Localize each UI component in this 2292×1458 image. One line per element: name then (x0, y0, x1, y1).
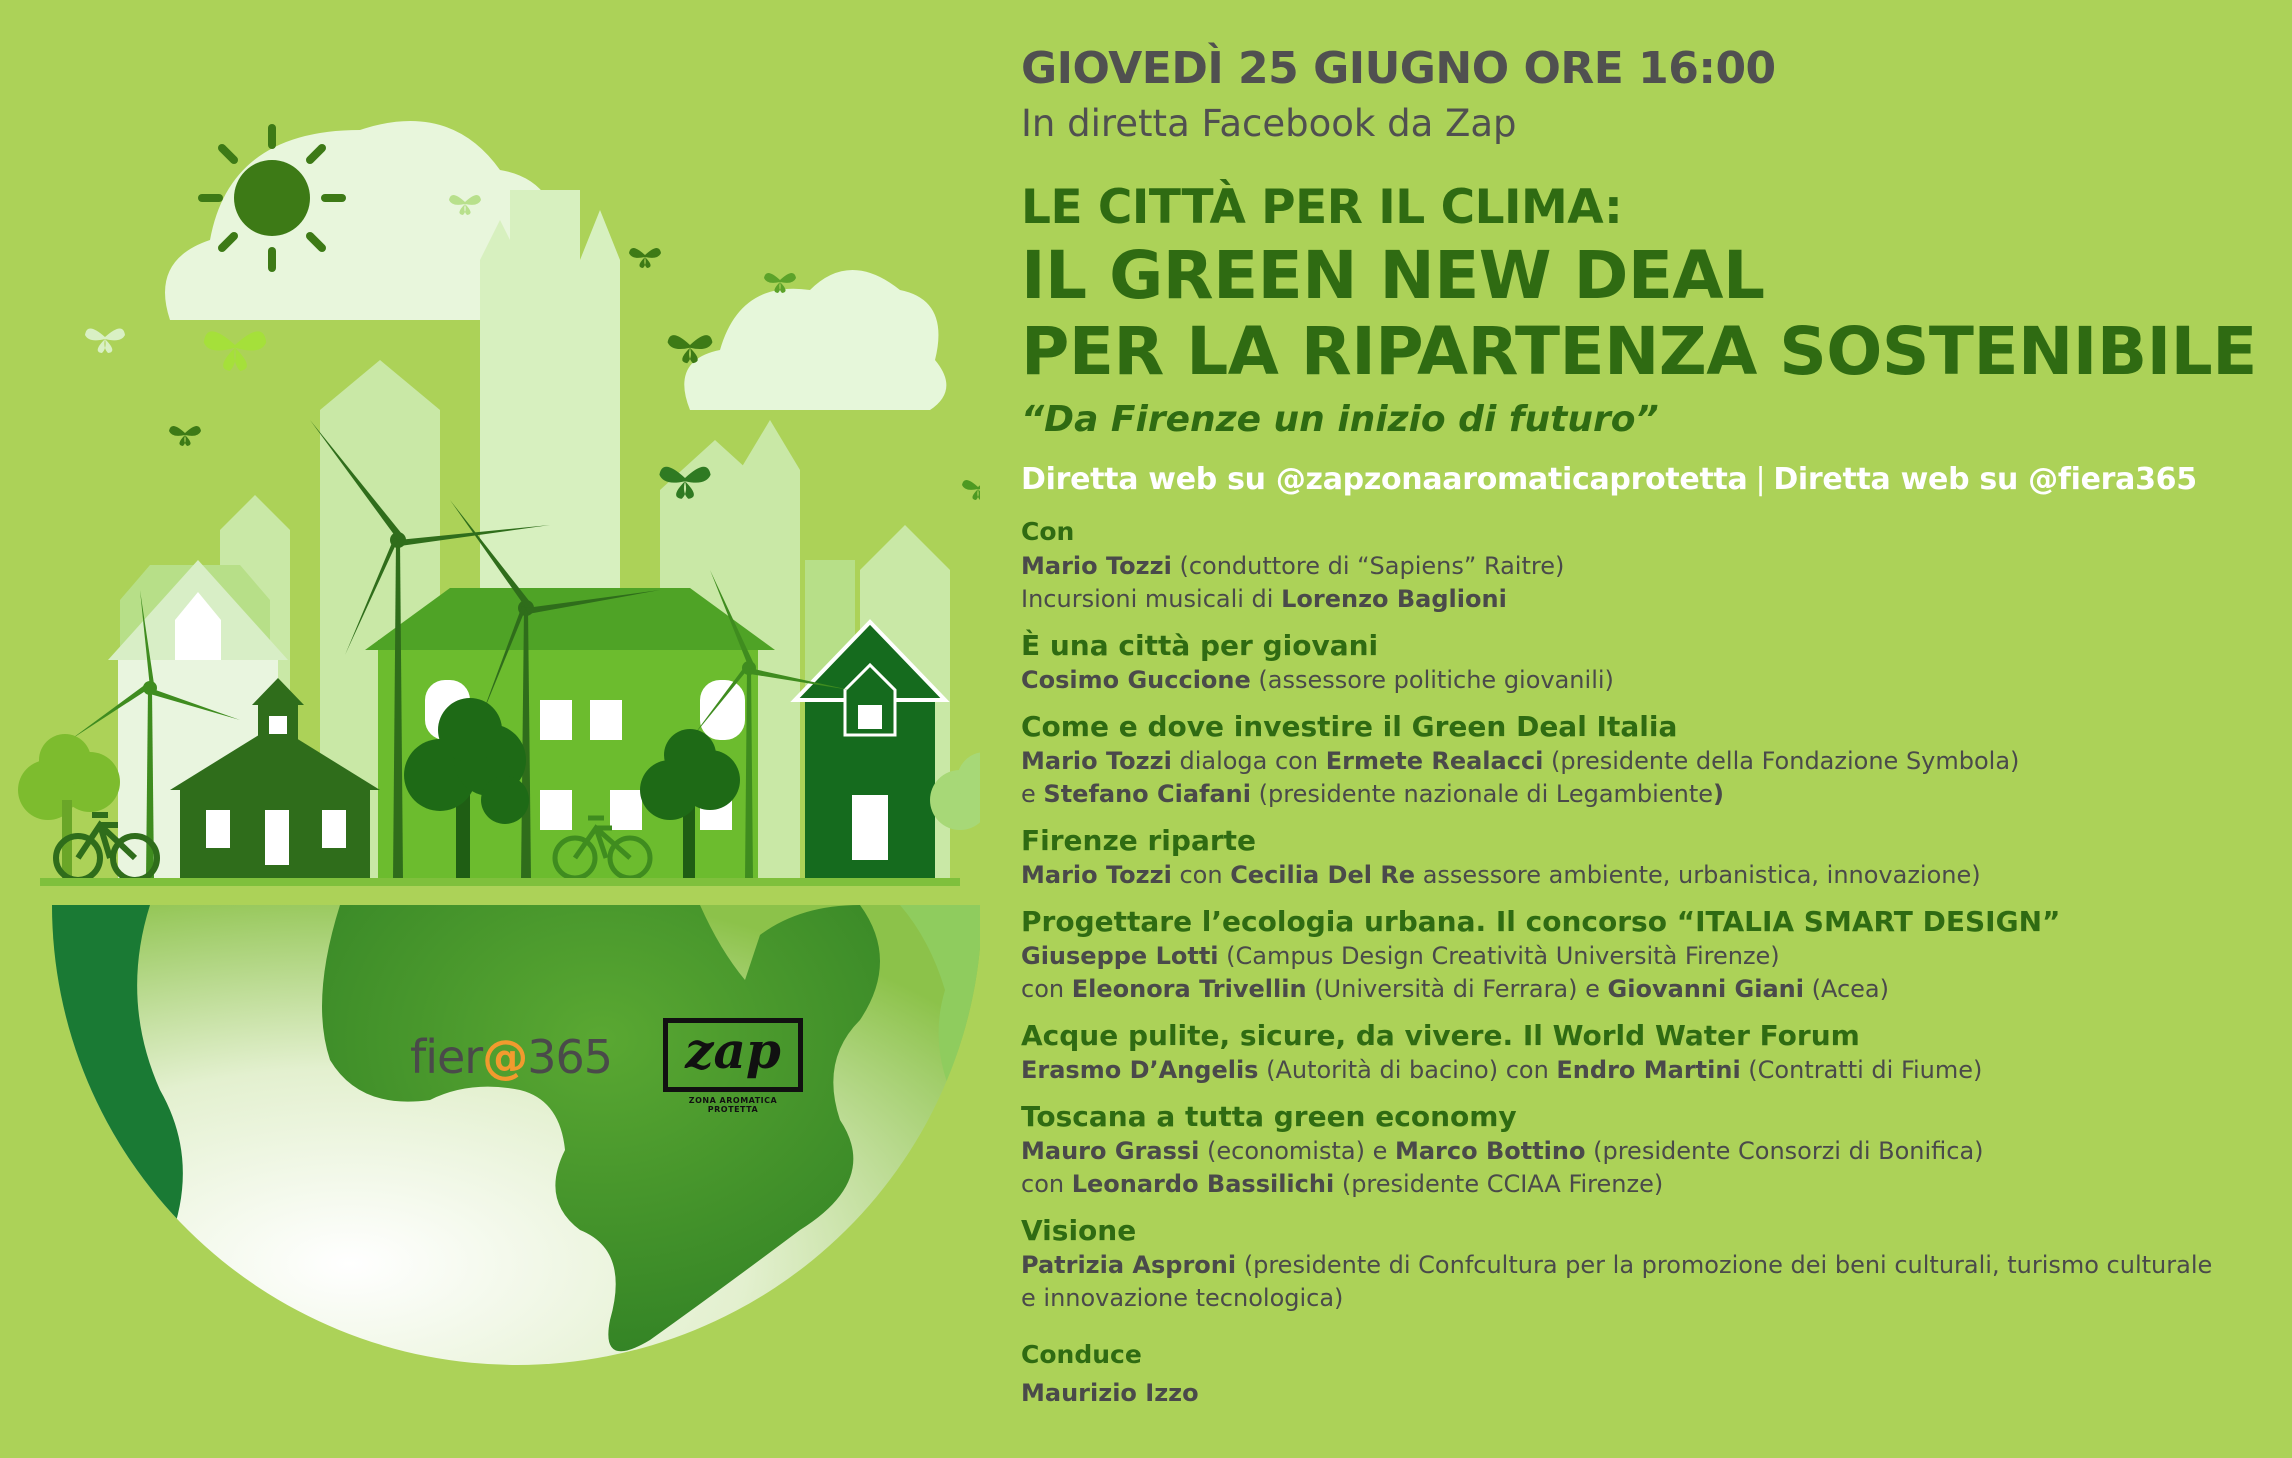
speaker-role: (Autorità di bacino) con (1258, 1056, 1557, 1084)
speaker-name: Mario Tozzi (1021, 552, 1172, 580)
session-heading: Come e dove investire il Green Deal Italia (1021, 710, 1678, 743)
speaker-name: Maurizio Izzo (1021, 1379, 1199, 1407)
web-separator: | (1755, 462, 1766, 497)
butterfly-icon (962, 480, 980, 500)
speaker-name: Leonardo Bassilichi (1071, 1170, 1335, 1198)
zap-logo-tagline: ZONA AROMATICA PROTETTA (688, 1096, 778, 1114)
speaker-role: (Campus Design Creatività Università Firenze) (1218, 942, 1780, 970)
butterfly-icon (85, 328, 125, 353)
event-title-line3: PER LA RIPARTENZA SOSTENIBILE (1021, 313, 2257, 390)
event-info (1021, 40, 2271, 1410)
cloud-icon (684, 270, 946, 410)
program (1021, 514, 2271, 1410)
session-line (1021, 940, 2271, 973)
event-title-line2: IL GREEN NEW DEAL (1021, 237, 1765, 314)
sun-icon (202, 128, 342, 268)
session-heading: Visione (1021, 1214, 1137, 1247)
speaker-name: Mario Tozzi (1021, 861, 1172, 889)
session-line (1021, 664, 2271, 697)
speaker-name: Patrizia Asproni (1021, 1251, 1237, 1279)
speaker-role: (conduttore di “Sapiens” Raitre) (1171, 552, 1565, 580)
session-heading: Conduce (1021, 1340, 1142, 1369)
speaker-role: (assessore politiche giovanili) (1250, 666, 1614, 694)
speaker-name: Cosimo Guccione (1021, 666, 1251, 694)
speaker-name: Marco Bottino (1394, 1137, 1586, 1165)
session-line (1021, 859, 2271, 892)
session-text: Incursioni musicali di (1021, 585, 1282, 613)
fiera365-logo-text-right: 365 (527, 1030, 612, 1084)
speaker-role: (presidente CCIAA Firenze) (1334, 1170, 1664, 1198)
speaker-name: Ermete Realacci (1325, 747, 1544, 775)
event-quote: “Da Firenze un inizio di futuro” (1021, 399, 1659, 440)
speaker-name: Cecilia Del Re (1230, 861, 1416, 889)
speaker-name: Mario Tozzi (1021, 747, 1172, 775)
zap-logo-text: zap (685, 1021, 781, 1080)
session-text: con (1171, 861, 1231, 889)
speaker-role: (economista) e (1199, 1137, 1395, 1165)
session-text: con (1021, 1170, 1072, 1198)
web-stream-fiera: Diretta web su @fiera365 (1773, 462, 2197, 497)
session-text: e (1021, 780, 1044, 808)
speaker-name: Erasmo D’Angelis (1021, 1056, 1259, 1084)
speaker-role: (Contratti di Fiume) (1740, 1056, 1983, 1084)
web-streams (1021, 460, 2271, 500)
session-line (1021, 1377, 2271, 1410)
speaker-name: Endro Martini (1556, 1056, 1741, 1084)
session-line (1021, 1249, 2271, 1282)
speaker-role: assessore ambiente, urbanistica, innovazione) (1415, 861, 1981, 889)
zap-logo (663, 1018, 803, 1092)
web-stream-zap: Diretta web su @zapzonaaromaticaprotetta (1021, 462, 1748, 497)
session-line (1021, 778, 2271, 811)
session-line (1021, 1168, 2271, 1201)
tree-icon (18, 734, 120, 880)
session-heading: Progettare l’ecologia urbana. Il concorso “ITALIA SMART DESIGN” (1021, 905, 2061, 938)
session-line (1021, 973, 2271, 1006)
speaker-name: Eleonora Trivellin (1071, 975, 1307, 1003)
fiera365-logo (410, 1030, 612, 1084)
butterfly-icon (629, 248, 661, 268)
session-line (1021, 583, 2271, 616)
session-text: ) (1713, 780, 1724, 808)
session-heading: Con (1021, 517, 1075, 546)
session-heading: Toscana a tutta green economy (1021, 1100, 1517, 1133)
session-heading: Firenze riparte (1021, 824, 1257, 857)
speaker-name: Mauro Grassi (1021, 1137, 1200, 1165)
speaker-name: Giovanni Giani (1607, 975, 1804, 1003)
session-line (1021, 745, 2271, 778)
fiera365-logo-text-left: fier (410, 1030, 483, 1084)
eco-city-illustration (0, 0, 980, 1458)
speaker-role: (presidente della Fondazione Symbola) (1543, 747, 2020, 775)
event-date: GIOVEDÌ 25 GIUGNO ORE 16:00 (1021, 43, 1776, 94)
event-title-line1: LE CITTÀ PER IL CLIMA: (1021, 180, 1623, 235)
fiera365-logo-at: @ (482, 1030, 528, 1084)
butterfly-icon (169, 426, 201, 446)
session-line (1021, 1135, 2271, 1168)
session-text: con (1021, 975, 1072, 1003)
speaker-role: (presidente di Confcultura per la promozione dei beni culturali, turismo culturale (1236, 1251, 2213, 1279)
session-line (1021, 550, 2271, 583)
speaker-name: Lorenzo Baglioni (1281, 585, 1507, 613)
speaker-name: Stefano Ciafani (1043, 780, 1251, 808)
session-heading: È una città per giovani (1021, 629, 1379, 662)
event-subtitle: In diretta Facebook da Zap (1021, 102, 1517, 145)
butterfly-icon (204, 331, 266, 371)
globe-icon (52, 905, 980, 1365)
speaker-role: (presidente nazionale di Legambiente (1251, 780, 1713, 808)
session-line (1021, 1282, 2271, 1315)
session-heading: Acque pulite, sicure, da vivere. Il World Water Forum (1021, 1019, 1860, 1052)
speaker-role: (Acea) (1803, 975, 1890, 1003)
speaker-role: (Università di Ferrara) e (1306, 975, 1608, 1003)
speaker-role: e innovazione tecnologica) (1021, 1284, 1344, 1312)
speaker-role: (presidente Consorzi di Bonifica) (1585, 1137, 1984, 1165)
speaker-name: Giuseppe Lotti (1021, 942, 1219, 970)
session-text: dialoga con (1171, 747, 1326, 775)
session-line (1021, 1054, 2271, 1087)
